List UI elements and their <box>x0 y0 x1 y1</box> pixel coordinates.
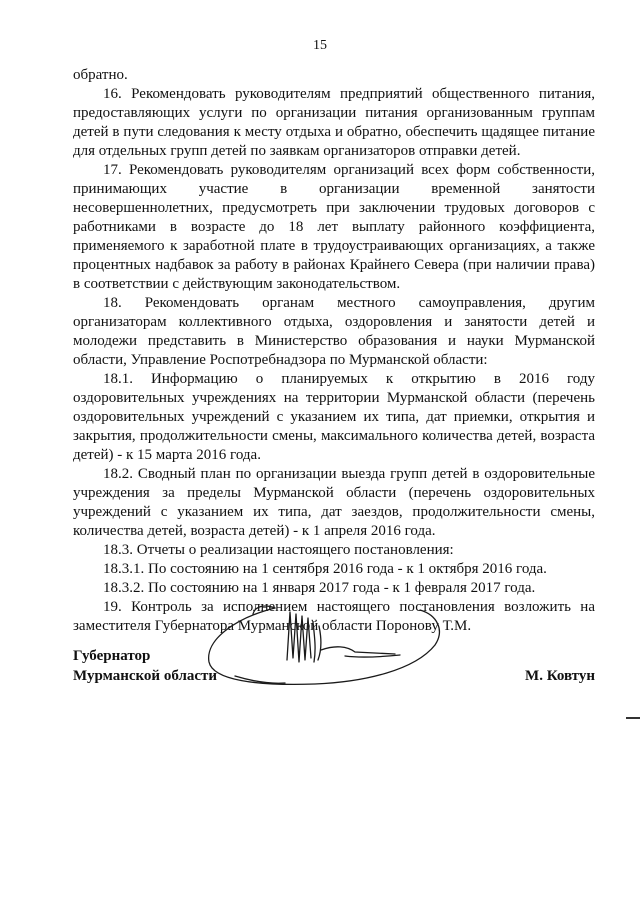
paragraph-p18-2: 18.2. Сводный план по организации выезда групп детей в оздоровительные учреждения за пределы Мурманской области (перечень оздоровительных учреждений с указанием их типа, дат заездов, продолжительности смены, количества детей, возраста детей) - к 1 апреля 2016 года. <box>73 466 595 539</box>
paragraph-p16: 16. Рекомендовать руководителям предприятий общественного питания, предоставляющих услуги по организации питания организованным группам детей в пути следования к месту отдыха и обратно, обеспечить щадящее питание для отдельных групп детей по заявкам организаторов отправки детей. <box>73 86 595 159</box>
paragraph-p18-3-2: 18.3.2. По состоянию на 1 января 2017 года - к 1 февраля 2017 года. <box>103 580 536 596</box>
margin-mark <box>626 717 640 719</box>
signatory-title: Губернатор <box>73 648 151 664</box>
paragraph-p18-1: 18.1. Информацию о планируемых к открытию в 2016 году оздоровительных учреждениях на территории Мурманской области (перечень оздоровительных учреждений с указанием их типа, дат приемки, открытия и закрытия, продолжительности смены, максимального количества детей, возраста детей) - к 15 марта 2016 года. <box>73 371 595 463</box>
page-number: 15 <box>313 38 327 53</box>
signatory-region: Мурманской области <box>73 668 218 684</box>
paragraph-p18-3-1: 18.3.1. По состоянию на 1 сентября 2016 года - к 1 октября 2016 года. <box>103 561 547 577</box>
paragraph-p-continued: обратно. <box>73 67 128 83</box>
signatory-name: М. Ковтун <box>525 668 595 684</box>
signature-block <box>73 646 595 686</box>
paragraph-p18-3: 18.3. Отчеты о реализации настоящего постановления: <box>103 542 454 558</box>
document-body <box>73 66 595 636</box>
paragraph-p17: 17. Рекомендовать руководителям организаций всех форм собственности, принимающих участие в организации временной занятости несовершеннолетних, предусмотреть при заключении трудовых договоров с работниками в возрасте до 18 лет выплату районного коэффициента, применяемого к заработной плате в трудоустраивающих организациях, а также процентных надбавок за работу в районах Крайнего Севера (при наличии права) в соответствии с действующим законодательством. <box>73 162 595 292</box>
paragraph-p19: 19. Контроль за исполнением настоящего постановления возложить на заместителя Губернатора Мурманской области Поронову Т.М. <box>73 599 595 634</box>
paragraph-p18: 18. Рекомендовать органам местного самоуправления, другим организаторам коллективного отдыха, оздоровления и занятости детей и молодежи представить в Министерство образования и науки Мурманской области, Управление Роспотребнадзора по Мурманской области: <box>73 295 595 368</box>
